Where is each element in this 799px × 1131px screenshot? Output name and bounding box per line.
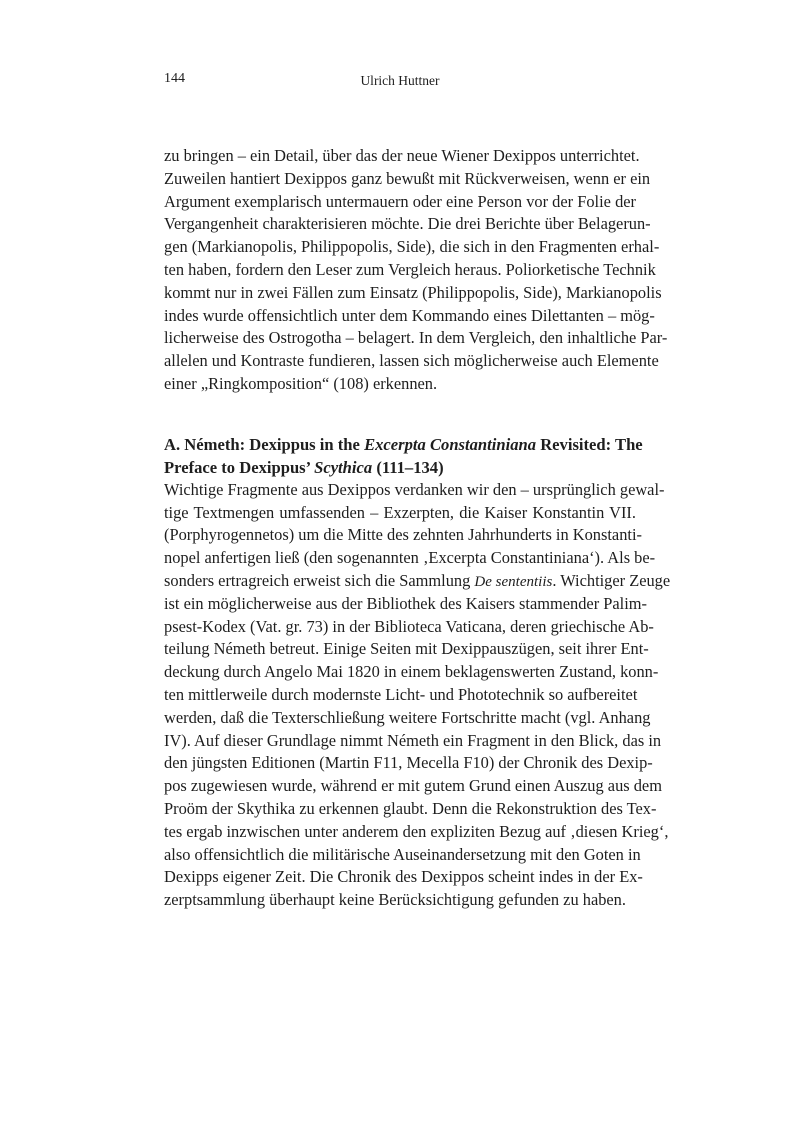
- text-line: ten haben, fordern den Leser zum Vergleich heraus. Poliorketische Technik: [164, 259, 656, 279]
- text-line: tige Textmengen umfassenden – Exzerpten, die Kaiser Konstantin VII.: [164, 502, 636, 522]
- text-line: licherweise des Ostrogotha – belagert. In dem Vergleich, den inhaltliche Par-: [164, 328, 668, 348]
- text-line: einer „Ringkomposition“ (108) erkennen.: [164, 373, 438, 393]
- text-line: teilung Németh betreut. Einige Seiten mit Dexippauszügen, seit ihrer Ent-: [164, 639, 649, 659]
- text-segment: . Wichtiger Zeuge: [552, 570, 671, 590]
- heading-line: [164, 456, 636, 479]
- heading-italic-title: Excerpta Constantiniana: [364, 434, 537, 454]
- heading-line: [164, 433, 643, 456]
- text-line: also offensichtlich die militärische Auseinandersetzung mit den Goten in: [164, 844, 641, 864]
- text-line: ten mittlerweile durch modernste Licht- und Phototechnik so aufbereitet: [164, 684, 638, 704]
- text-line: Proöm der Skythika zu erkennen glaubt. Denn die Rekonstruktion des Tex-: [164, 798, 657, 818]
- text-line: psest-Kodex (Vat. gr. 73) in der Biblioteca Vaticana, deren griechische Ab-: [164, 616, 654, 636]
- text-line: allelen und Kontraste fundieren, lassen sich möglicherweise auch Elemente: [164, 351, 659, 371]
- heading-text: (111–134): [372, 457, 444, 477]
- text-line: kommt nur in zwei Fällen zum Einsatz (Philippopolis, Side), Markianopolis: [164, 282, 662, 302]
- text-line: indes wurde offensichtlich unter dem Kommando eines Dilettanten – mög-: [164, 305, 655, 325]
- text-line: Vergangenheit charakterisieren möchte. Die drei Berichte über Belagerun-: [164, 214, 651, 234]
- text-line: ist ein möglicherweise aus der Bibliothek des Kaisers stammender Palim-: [164, 593, 647, 613]
- running-head: [164, 71, 636, 93]
- page-body: [164, 145, 671, 912]
- text-line: zerptsammlung überhaupt keine Berücksichtigung gefunden zu haben.: [164, 890, 626, 910]
- page-number: 144: [164, 71, 185, 86]
- text-line: (Porphyrogennetos) um die Mitte des zehnten Jahrhunderts in Konstanti-: [164, 525, 642, 545]
- paragraph-2: [164, 479, 671, 912]
- text-line: pos zugewiesen wurde, während er mit gutem Grund einen Auszug aus dem: [164, 776, 662, 796]
- text-line: den jüngsten Editionen (Martin F11, Mecella F10) der Chronik des Dexip-: [164, 753, 653, 773]
- section-heading: [164, 433, 643, 479]
- text-line: nopel anfertigen ließ (den sogenannten ‚Excerpta Constantiniana‘). Als be-: [164, 548, 656, 568]
- text-line: tes ergab inzwischen unter anderem den expliziten Bezug auf ‚diesen Krieg‘,: [164, 821, 669, 841]
- text-line: Argument exemplarisch untermauern oder eine Person vor der Folie der: [164, 191, 636, 211]
- text-line: werden, daß die Texterschließung weitere Fortschritte macht (vgl. Anhang: [164, 707, 651, 727]
- italic-title: De sententiis: [474, 573, 553, 590]
- text-line: Wichtige Fragmente aus Dexippos verdanken wir den – ursprünglich gewal-: [164, 479, 665, 499]
- heading-text: Preface to Dexippus’: [164, 457, 315, 477]
- heading-text: Revisited: The: [536, 434, 643, 454]
- paragraph-1: [164, 145, 668, 396]
- text-line: gen (Markianopolis, Philippopolis, Side), die sich in den Fragmenten erhal-: [164, 237, 660, 257]
- text-line: deckung durch Angelo Mai 1820 in einem beklagenswerten Zustand, konn-: [164, 662, 659, 682]
- text-line: [164, 570, 671, 593]
- text-line: IV). Auf dieser Grundlage nimmt Németh ein Fragment in den Blick, das in: [164, 730, 662, 750]
- text-line: zu bringen – ein Detail, über das der neue Wiener Dexippos unterrichtet.: [164, 146, 640, 165]
- text-line: Dexipps eigener Zeit. Die Chronik des Dexippos scheint indes in der Ex-: [164, 867, 643, 887]
- heading-italic-title: Scythica: [314, 457, 373, 477]
- text-line: Zuweilen hantiert Dexippos ganz bewußt mit Rückverweisen, wenn er ein: [164, 168, 651, 188]
- heading-text: A. Németh: Dexippus in the: [164, 434, 365, 454]
- text-segment: sonders ertragreich erweist sich die Sammlung: [164, 570, 475, 590]
- running-head-author: Ulrich Huttner: [360, 73, 440, 88]
